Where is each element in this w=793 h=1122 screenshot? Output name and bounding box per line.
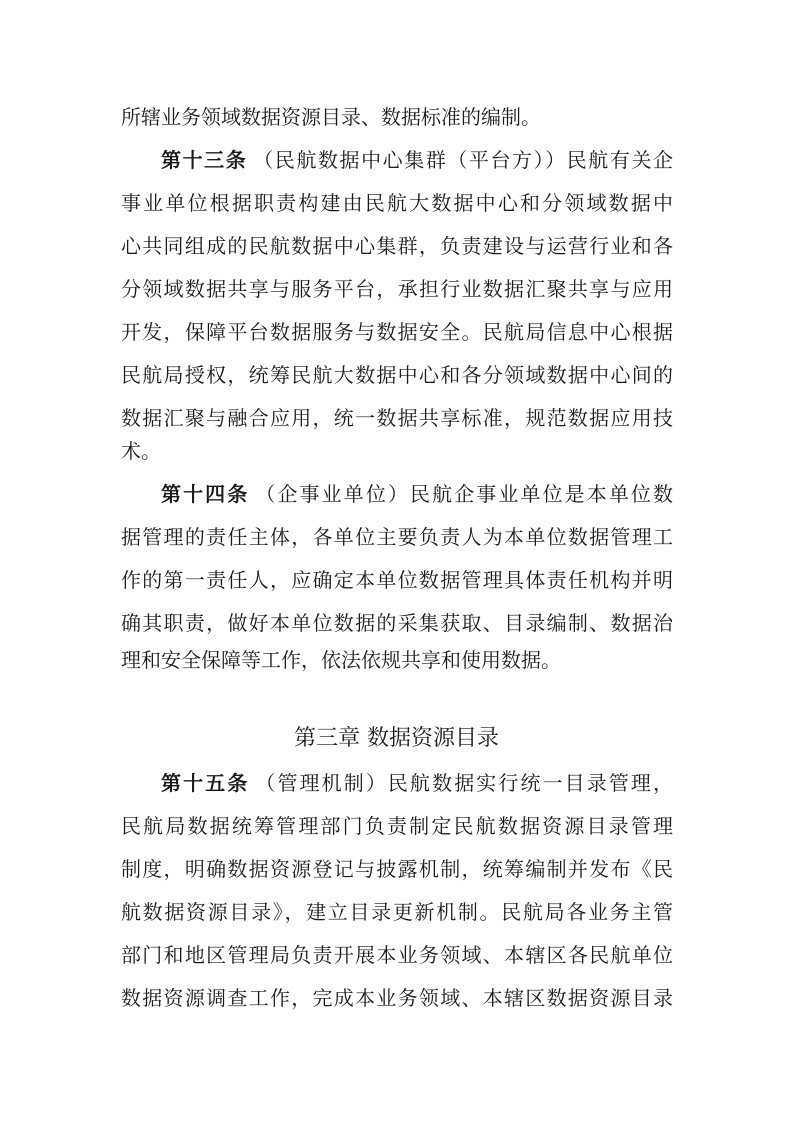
article-13-line: （民航数据中心集群（平台方））民航有关企	[253, 148, 674, 172]
article-14-heading: 第十四条	[161, 482, 250, 506]
article-15-heading: 第十五条	[161, 771, 250, 795]
article-15-line: 数据资源调查工作，完成本业务领域、本辖区数据资源目录	[121, 986, 673, 1010]
article-13-line: 分领域数据共享与服务平台，承担行业数据汇聚共享与应用	[121, 277, 673, 301]
article-13-line: 心共同组成的民航数据中心集群，负责建设与运营行业和各	[121, 234, 673, 258]
paragraph-continuation-line: 所辖业务领域数据资源目录、数据标准的编制。	[121, 105, 541, 129]
article-15-first-line	[161, 768, 673, 798]
article-15-line: 民航局数据统筹管理部门负责制定民航数据资源目录管理	[121, 814, 673, 838]
article-13-line: 开发，保障平台数据服务与数据安全。民航局信息中心根据	[121, 320, 673, 344]
article-13-first-line	[161, 145, 673, 175]
chapter-title: 第三章 数据资源目录	[294, 726, 499, 751]
article-13-line: 数据汇聚与融合应用，统一数据共享标准，规范数据应用技	[121, 406, 673, 430]
article-15-line: （管理机制）民航数据实行统一目录管理，	[255, 771, 674, 795]
article-14-line: 确其职责，做好本单位数据的采集获取、目录编制、数据治	[121, 611, 673, 635]
article-14-line: 理和安全保障等工作，依法依规共享和使用数据。	[121, 648, 561, 672]
article-13-line: 术。	[121, 439, 161, 463]
article-15-line: 部门和地区管理局负责开展本业务领域、本辖区各民航单位	[121, 943, 673, 967]
article-15-line: 制度，明确数据资源登记与披露机制，统筹编制并发布《民	[121, 857, 673, 881]
article-13-line: 事业单位根据职责构建由民航大数据中心和分领域数据中	[121, 191, 673, 215]
article-14-first-line	[161, 479, 673, 509]
article-14-line: 据管理的责任主体，各单位主要负责人为本单位数据管理工	[121, 525, 673, 549]
article-13-line: 民航局授权，统筹民航大数据中心和各分领域数据中心间的	[121, 363, 673, 387]
article-15-line: 航数据资源目录》，建立目录更新机制。民航局各业务主管	[121, 900, 673, 924]
article-13-heading: 第十三条	[161, 148, 248, 172]
article-14-line: （企事业单位）民航企事业单位是本单位数	[255, 482, 674, 506]
article-14-line: 作的第一责任人，应确定本单位数据管理具体责任机构并明	[121, 568, 673, 592]
